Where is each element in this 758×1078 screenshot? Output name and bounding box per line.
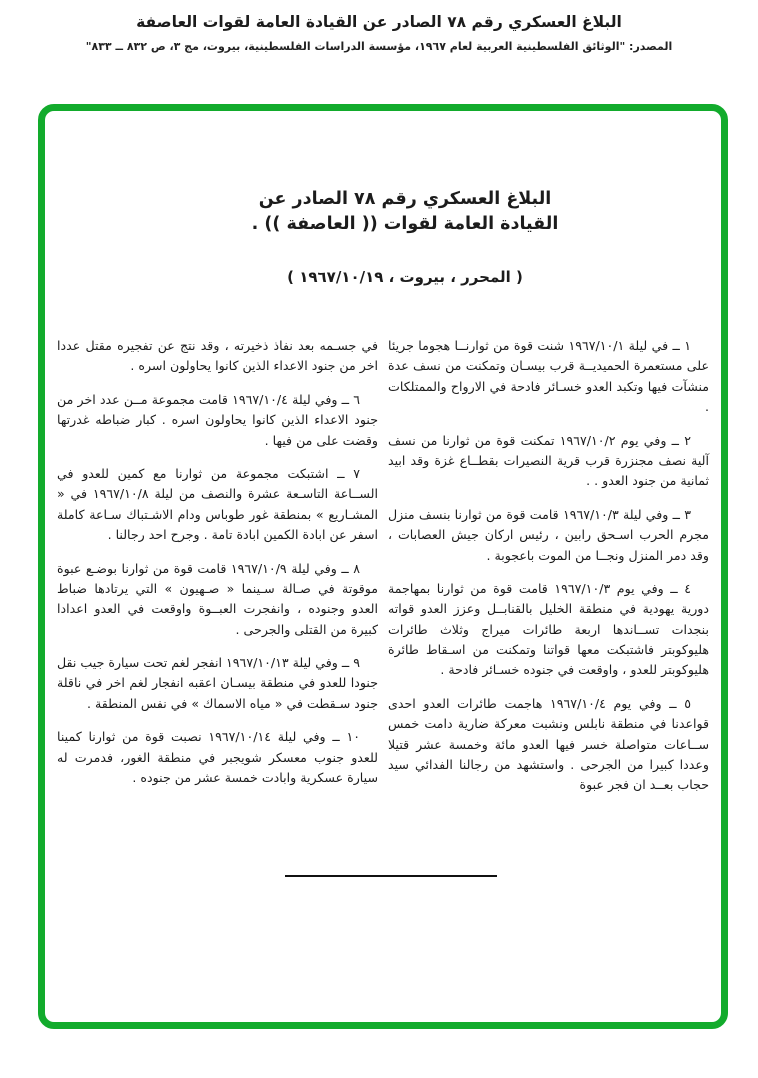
document-title-line-1: البلاغ العسكري رقم ٧٨ الصادر عن bbox=[258, 189, 552, 209]
doc-paragraph: ٧ ــ اشتبكت مجموعة من ثوارنا مع كمين للعدو في الســاعة التاسـعة عشرة والنصف من ليلة ١٩٦٧/١٠/٨ في « المشـاريع » بمنطقة غور طوباس ودام الاشـتباك سـاعة كاملة اسفر عن ابادة الكمين ابادة تامة . وجرح احد رجالنا . bbox=[57, 465, 378, 543]
document-byline: ( المحرر ، بيروت ، ١٩٦٧/١٠/١٩ ) bbox=[287, 267, 523, 286]
doc-paragraph: ١ ــ في ليلة ١٩٦٧/١٠/١ شنت قوة من ثوارنــا هجوما جريئا على مستعمرة الحميديــة قرب بيسـان وتمكنت من نسف عدة منشآت فيها وتكبد العدو خسـائر فادحة في الارواح والممتلكات . bbox=[388, 338, 709, 415]
doc-paragraph: ٦ ــ وفي ليلة ١٩٦٧/١٠/٤ قامت مجموعة مــن عدد اخر من جنود الاعداء الذين كانوا يحاولون اسره . كبار ضباطه غدرتها وقضت على من فيها . bbox=[57, 391, 378, 448]
column-left bbox=[57, 336, 378, 982]
communique-header-title: البلاغ العسكري رقم ٧٨ الصادر عن القيادة العامة لقوات العاصفة bbox=[136, 13, 622, 31]
doc-paragraph: ١٠ ــ وفي ليلة ١٩٦٧/١٠/١٤ نصبت قوة من ثوارنا كمينا للعدو جنوب معسكر شويجبر في منطقة الغور، فدمرت له سيارة عسكرية وابادت خمسة عشر من جنوده . bbox=[57, 729, 378, 786]
doc-paragraph: ٤ ــ وفي يوم ١٩٦٧/١٠/٣ قامت قوة من ثوارنا بمهاجمة دورية يهودية في منطقة الخليل بالقنابــل وعزز العدو قواته بنجدات تســاندها اربعة طائرات ميراج وثلاث طائرات هليوكوبتر فاشتبكت معها قواتنا وتمكنت من اسـقاط طائرة هليوكوبتر للعدو ، واوقعت في جنوده خسـائر فادحة . bbox=[388, 580, 709, 678]
doc-paragraph: ٥ ــ وفي يوم ١٩٦٧/١٠/٤ هاجمت طائرات العدو احدى قواعدنا في منطقة نابلس ونشبت معركة ضارية دامت خمس ســاعات متواصلة خسر فيها العدو مائة وخمسة عشر قتيلا وعددا كبيرا من الجرحى . واستشهد من رجالنا الفدائي سيد حجاب بعــد ان فجر عبوة bbox=[388, 695, 709, 793]
doc-paragraph: في جسـمه بعد نفاذ ذخيرته ، وقد نتج عن تفجيره مقتل عددا اخر من جنود الاعداء الذين كانوا يحاولون اسره . bbox=[57, 338, 378, 374]
footnote-divider bbox=[285, 875, 497, 877]
document-body bbox=[57, 336, 709, 982]
source-citation: المصدر: "الوثائق الفلسطينية العربية لعام ١٩٦٧، مؤسسة الدراسات الفلسطينية، بيروت، مج ٣، ص ٨٣٢ ــ ٨٣٣" bbox=[85, 39, 673, 53]
doc-paragraph: ٨ ــ وفي ليلة ١٩٦٧/١٠/٩ قامت قوة من ثوارنا بوضـع عبوة موقوتة في صـالة سـينما « صـهيون » التي يرتادها ضباط العدو وجنوده ، وانفجرت العبــوة واوقعت في العدو اعدادا كبيرة من القتلى والجرحى . bbox=[57, 560, 378, 637]
column-right bbox=[388, 336, 709, 982]
page-header bbox=[0, 12, 758, 53]
green-border-frame bbox=[38, 104, 728, 1029]
document-title-line-2: القيادة العامة لقوات (( العاصفة )) . bbox=[251, 214, 559, 235]
doc-paragraph: ٢ ــ وفي يوم ١٩٦٧/١٠/٢ تمكنت قوة من ثوارنا من نسف آلية نصف مجنزرة قرب قرية النصيرات بقطــاع غزة وقد ابيد ثمانية من جنود العدو . . bbox=[388, 432, 709, 489]
doc-paragraph: ٣ ــ وفي ليلة ١٩٦٧/١٠/٣ قامت قوة من ثوارنا بنسف منزل مجرم الحرب اسـحق رابين ، رئيس اركان جيش العصابات ، وقد دمر المنزل ونجــا من الموت باعجوبة . bbox=[388, 506, 709, 563]
document-title-block bbox=[45, 187, 721, 286]
doc-paragraph: ٩ ــ وفي ليلة ١٩٦٧/١٠/١٣ انفجر لغم تحت سيارة جيب نقل جنودا للعدو في منطقة بيسـان اعقبه انفجار لغم اخر في ناقلة جنود سـقطت في « مياه الاسماك » في نفس المنطقة . bbox=[57, 655, 378, 711]
